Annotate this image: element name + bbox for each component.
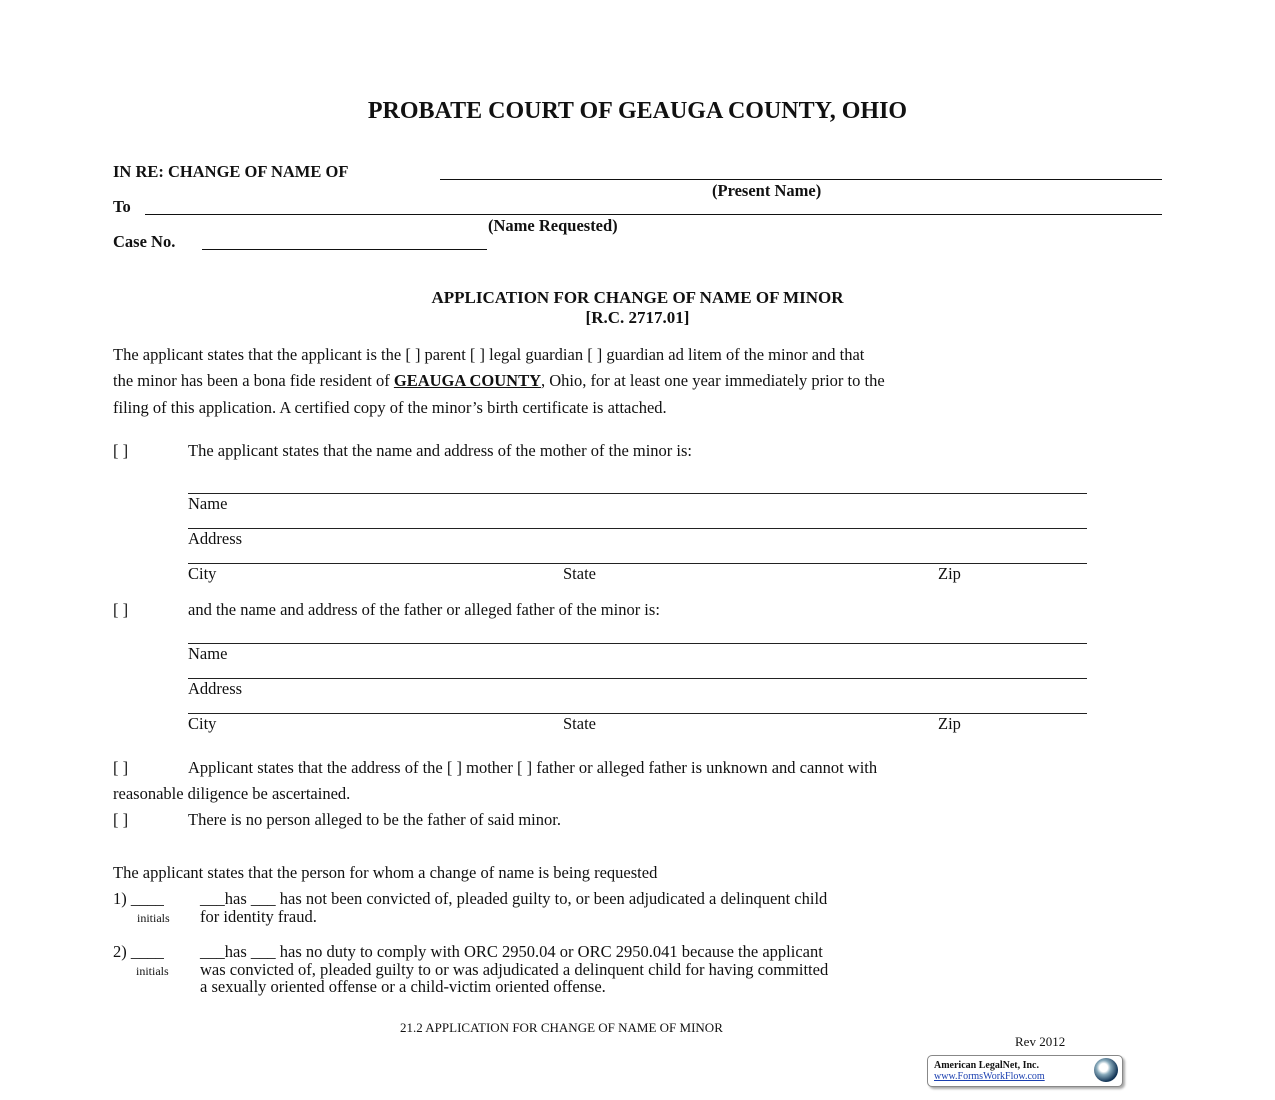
mother-checkbox[interactable]: [ ] — [113, 441, 129, 460]
father-checkbox[interactable]: [ ] — [113, 600, 129, 619]
item-1-number[interactable]: 1) ____ — [113, 889, 164, 908]
footer-form-title: 21.2 APPLICATION FOR CHANGE OF NAME OF MINOR — [400, 1020, 723, 1035]
item-1-line-1: ___has ___ has not been convicted of, pleaded guilty to, or been adjudicated a delinquent child — [200, 889, 828, 908]
item-2-initials-label: initials — [136, 964, 169, 978]
intro-text: , Ohio, for at least one year immediately prior to the — [541, 371, 885, 390]
logo-link[interactable]: www.FormsWorkFlow.com — [934, 1071, 1045, 1082]
american-legalnet-logo[interactable] — [927, 1055, 1123, 1087]
court-title: PROBATE COURT OF GEAUGA COUNTY, OHIO — [367, 98, 908, 124]
father-zip-label: Zip — [938, 714, 961, 733]
mother-address-label: Address — [188, 529, 243, 548]
item-1-line-2: for identity fraud. — [200, 907, 317, 926]
intro-line-2 — [113, 371, 885, 391]
item-2-line-3: a sexually oriented offense or a child-victim oriented offense. — [200, 977, 606, 996]
mother-city-label: City — [188, 564, 217, 583]
requested-name-caption: (Name Requested) — [488, 216, 618, 235]
logo-name: American LegalNet, Inc. — [934, 1060, 1039, 1071]
no-father-statement: There is no person alleged to be the father of said minor. — [188, 810, 561, 829]
father-state-label: State — [563, 714, 596, 733]
father-city-label: City — [188, 714, 217, 733]
item-2-number[interactable]: 2) ____ — [113, 942, 164, 961]
form-heading: APPLICATION FOR CHANGE OF NAME OF MINOR — [431, 288, 844, 307]
in-re-label: IN RE: CHANGE OF NAME OF — [113, 162, 349, 181]
person-intro: The applicant states that the person for whom a change of name is being requested — [113, 863, 658, 882]
statute-ref: [R.C. 2717.01] — [585, 308, 690, 327]
no-father-checkbox[interactable]: [ ] — [113, 810, 129, 829]
revision: Rev 2012 — [1015, 1034, 1066, 1049]
mother-name-label: Name — [188, 494, 228, 513]
mother-name-line[interactable] — [188, 493, 1087, 494]
case-no-field[interactable] — [202, 249, 487, 250]
father-address-label: Address — [188, 679, 243, 698]
intro-text: the minor has been a bona fide resident of — [113, 371, 394, 390]
unknown-checkbox[interactable]: [ ] — [113, 758, 129, 777]
father-name-label: Name — [188, 644, 228, 663]
mother-statement: The applicant states that the name and address of the mother of the minor is: — [188, 441, 693, 460]
item-2-line-1: ___has ___ has no duty to comply with ORC 2950.04 or ORC 2950.041 because the applicant — [200, 942, 823, 961]
item-2-line-2: was convicted of, pleaded guilty to or was adjudicated a delinquent child for having committed — [200, 960, 829, 979]
globe-icon — [1094, 1058, 1118, 1082]
item-1-initials-label: initials — [137, 911, 170, 925]
mother-state-label: State — [563, 564, 596, 583]
to-label: To — [113, 197, 131, 216]
unknown-line-1: Applicant states that the address of the [ ] mother [ ] father or alleged father is unknown and cannot with — [188, 758, 878, 777]
father-address-line[interactable] — [188, 678, 1087, 679]
requested-name-field[interactable] — [145, 214, 1162, 215]
intro-line-3: filing of this application. A certified copy of the minor’s birth certificate is attached. — [113, 398, 667, 417]
intro-line-1: The applicant states that the applicant is the [ ] parent [ ] legal guardian [ ] guardian ad litem of the minor and that — [113, 345, 865, 364]
case-no-label: Case No. — [113, 232, 176, 251]
present-name-field[interactable] — [440, 179, 1162, 180]
mother-zip-label: Zip — [938, 564, 961, 583]
father-statement: and the name and address of the father or alleged father of the minor is: — [188, 600, 660, 619]
mother-address-line[interactable] — [188, 528, 1087, 529]
present-name-caption: (Present Name) — [712, 181, 822, 200]
county-name: GEAUGA COUNTY — [393, 371, 542, 390]
unknown-line-2: reasonable diligence be ascertained. — [113, 784, 351, 803]
father-name-line[interactable] — [188, 643, 1087, 644]
